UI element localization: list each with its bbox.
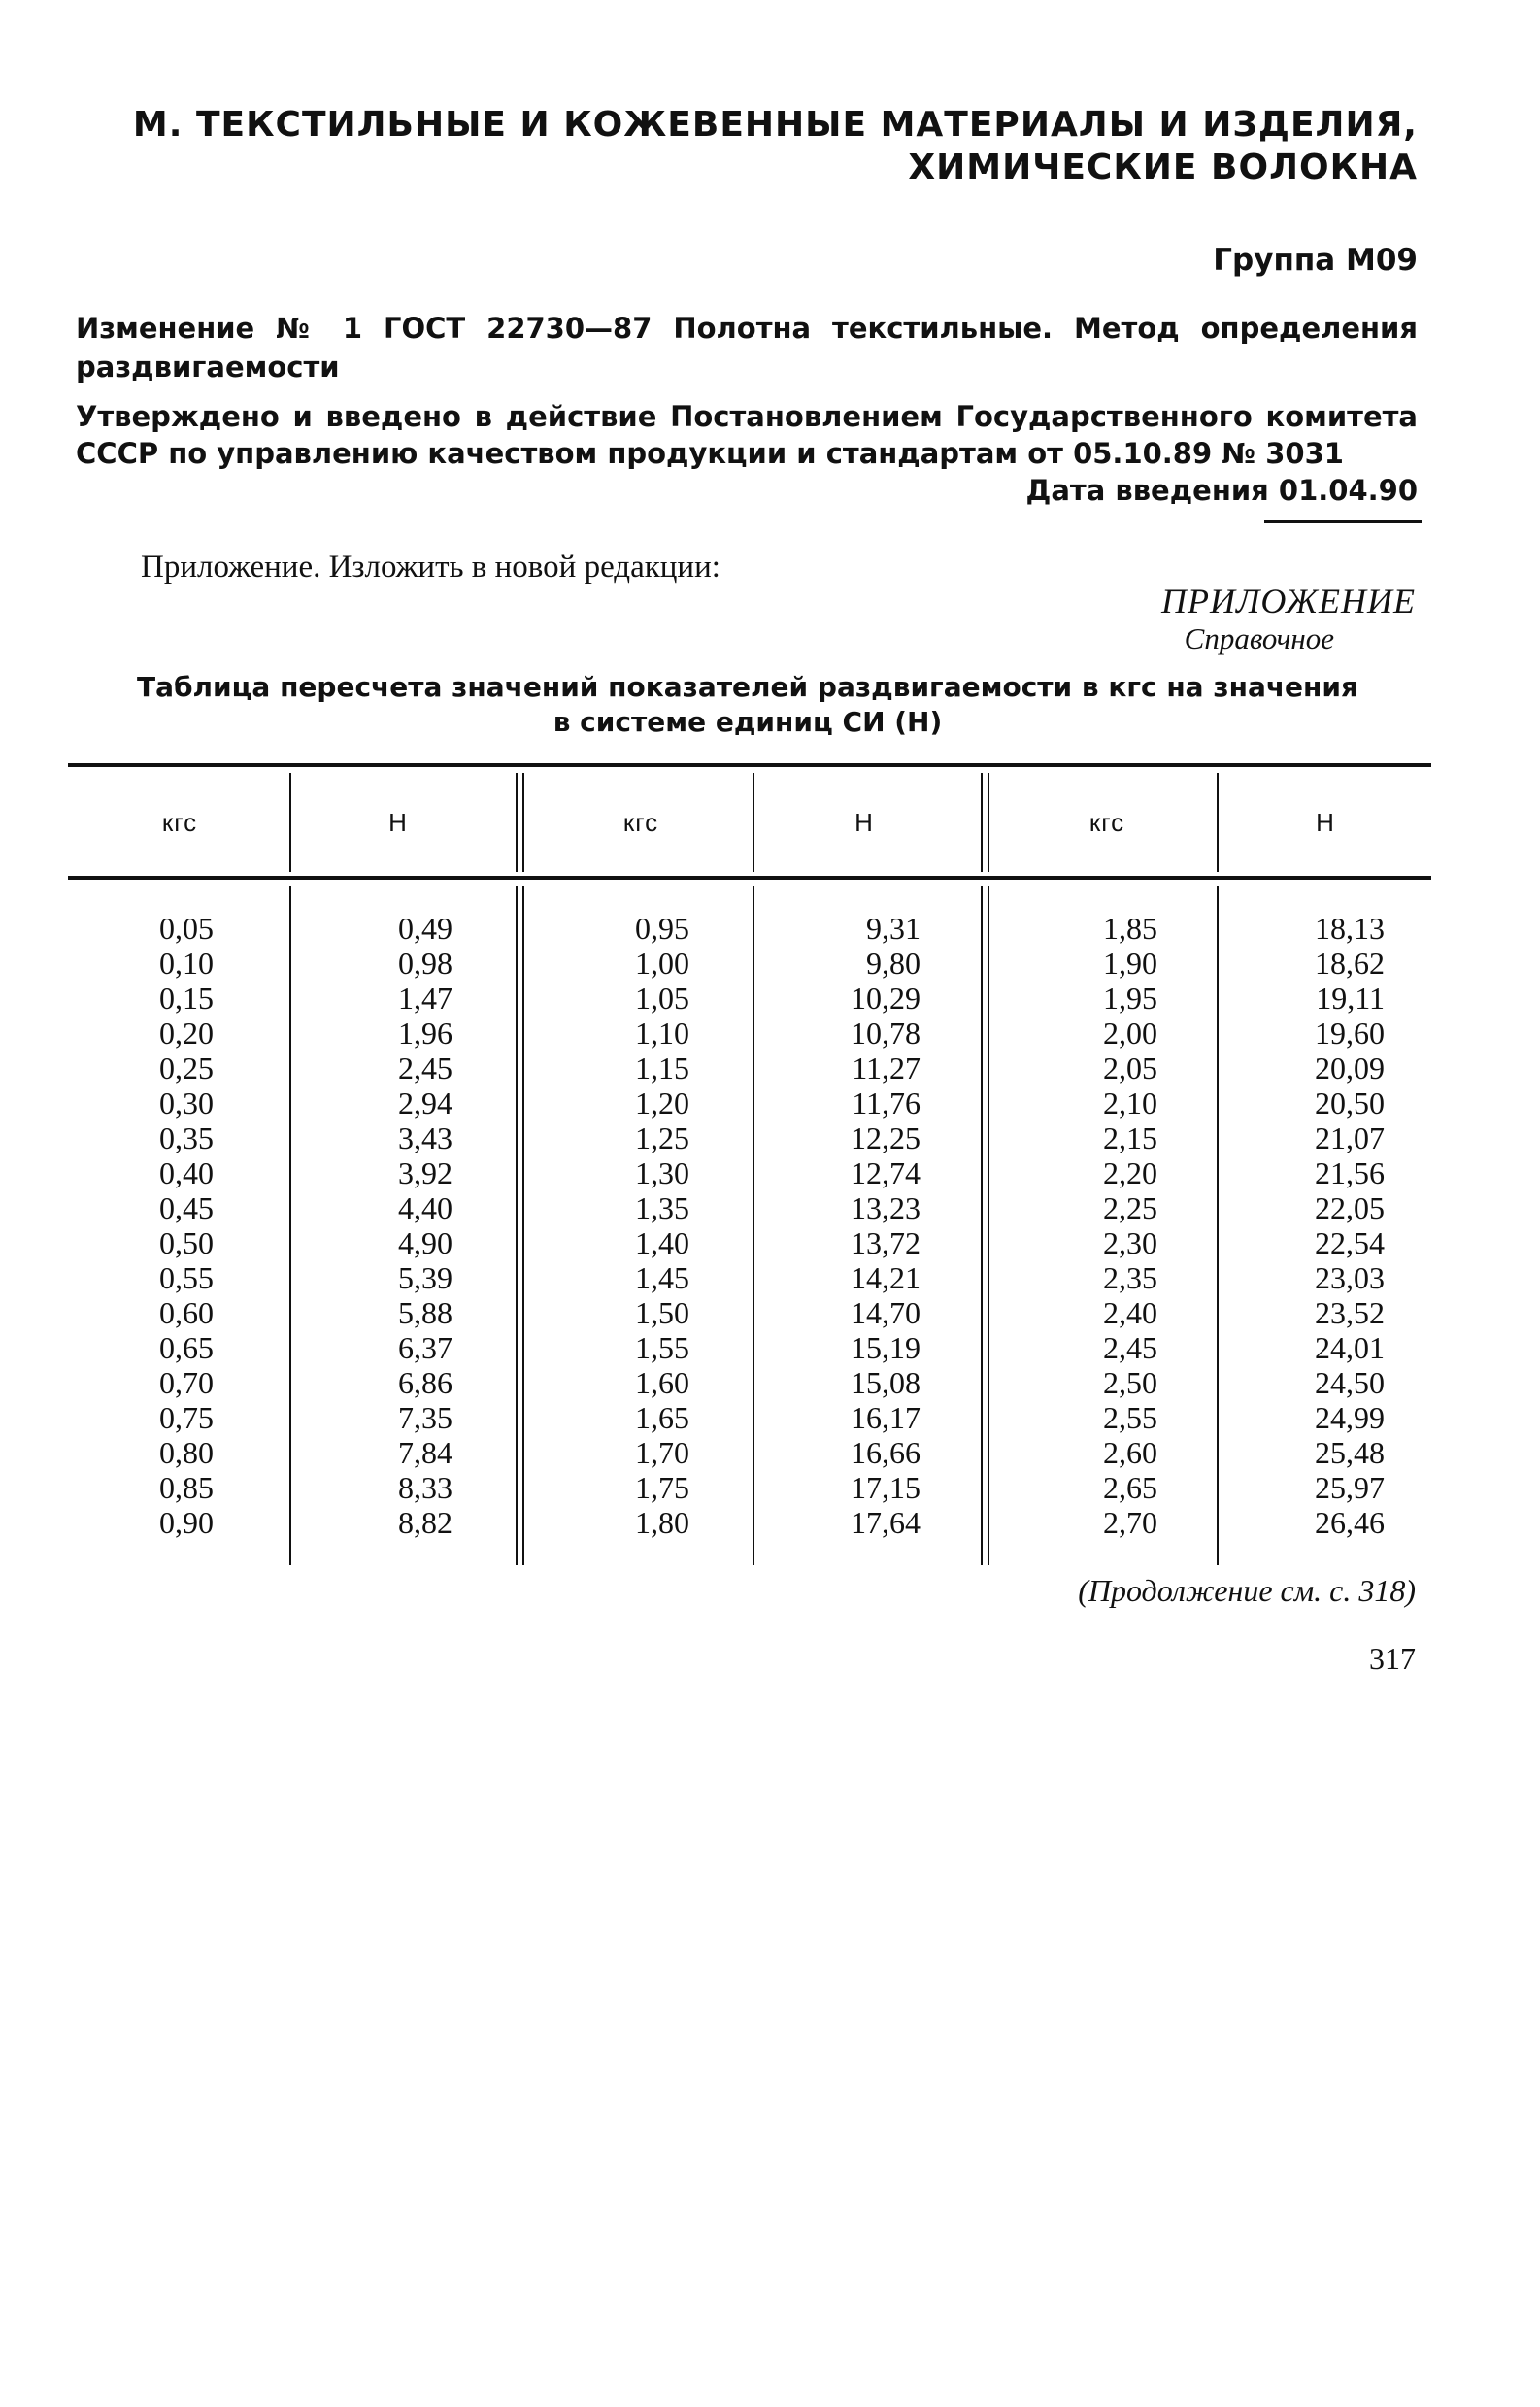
- table-cell: 0,60: [159, 1295, 214, 1330]
- table-cell: 24,50: [1315, 1365, 1385, 1400]
- table-cell: 0,95: [635, 911, 689, 946]
- table-cell: 1,47: [398, 981, 452, 1016]
- table-cell: 0,25: [159, 1051, 214, 1086]
- group-code: Группа М09: [1213, 243, 1418, 278]
- table-cell: 19,11: [1316, 981, 1385, 1016]
- column-double-divider: [516, 886, 518, 1565]
- table-cell: 19,60: [1315, 1016, 1385, 1051]
- table-cell: 3,92: [398, 1155, 452, 1190]
- table-cell: 0,30: [159, 1086, 214, 1120]
- table-cell: 5,39: [398, 1260, 452, 1295]
- table-cell: 1,80: [635, 1505, 689, 1540]
- table-cell: 24,99: [1315, 1400, 1385, 1435]
- table-cell: 14,21: [851, 1260, 921, 1295]
- table-cell: 16,17: [851, 1400, 921, 1435]
- table-cell: 15,08: [851, 1365, 921, 1400]
- table-cell: 1,35: [635, 1190, 689, 1225]
- table-top-rule: [68, 763, 1431, 767]
- table-cell: 0,05: [159, 911, 214, 946]
- table-cell: 23,52: [1315, 1295, 1385, 1330]
- table-cell: 24,01: [1315, 1330, 1385, 1365]
- table-caption: [68, 670, 1427, 740]
- header-divider: [1217, 773, 1219, 872]
- table-cell: 2,35: [1103, 1260, 1157, 1295]
- change-notice: Изменение № 1 ГОСТ 22730—87 Полотна текстильные. Метод определения раздвигаемости: [76, 312, 1418, 384]
- table-cell: 1,55: [635, 1330, 689, 1365]
- table-cell: 0,35: [159, 1120, 214, 1155]
- table-cell: 1,20: [635, 1086, 689, 1120]
- table-column-newton-1: [350, 911, 452, 1540]
- table-cell: 6,86: [398, 1365, 452, 1400]
- table-cell: 2,15: [1103, 1120, 1157, 1155]
- section-heading-line-2: ХИМИЧЕСКИЕ ВОЛОКНА: [908, 148, 1418, 187]
- header-double-divider: [981, 773, 983, 872]
- table-header-rule: [68, 876, 1431, 880]
- table-cell: 20,09: [1315, 1051, 1385, 1086]
- header-divider: [753, 773, 754, 872]
- table-cell: 17,15: [851, 1470, 921, 1505]
- table-caption-line-2: в системе единиц СИ (Н): [552, 706, 943, 738]
- table-cell: 17,64: [851, 1505, 921, 1540]
- table-cell: 1,60: [635, 1365, 689, 1400]
- table-cell: 9,80: [866, 946, 921, 981]
- table-cell: 0,80: [159, 1435, 214, 1470]
- table-cell: 1,90: [1103, 946, 1157, 981]
- table-cell: 0,45: [159, 1190, 214, 1225]
- table-cell: 2,30: [1103, 1225, 1157, 1260]
- table-cell: 5,88: [398, 1295, 452, 1330]
- table-cell: 3,43: [398, 1120, 452, 1155]
- table-cell: 1,70: [635, 1435, 689, 1470]
- header-divider: [289, 773, 291, 872]
- table-cell: 1,95: [1103, 981, 1157, 1016]
- table-cell: 2,65: [1103, 1470, 1157, 1505]
- table-cell: 0,65: [159, 1330, 214, 1365]
- table-cell: 0,49: [398, 911, 452, 946]
- table-cell: 0,55: [159, 1260, 214, 1295]
- table-cell: 1,85: [1103, 911, 1157, 946]
- table-caption-line-1: Таблица пересчета значений показателей раздвигаемости в кгс на значения: [137, 671, 1358, 703]
- table-cell: 0,90: [159, 1505, 214, 1540]
- table-cell: 0,20: [159, 1016, 214, 1051]
- table-cell: 0,75: [159, 1400, 214, 1435]
- table-cell: 2,10: [1103, 1086, 1157, 1120]
- table-cell: 21,07: [1315, 1120, 1385, 1155]
- table-cell: 14,70: [851, 1295, 921, 1330]
- table-cell: 2,45: [398, 1051, 452, 1086]
- table-cell: 0,98: [398, 946, 452, 981]
- table-cell: 7,35: [398, 1400, 452, 1435]
- table-cell: 2,60: [1103, 1435, 1157, 1470]
- table-cell: 10,78: [851, 1016, 921, 1051]
- header-double-divider: [522, 773, 524, 872]
- table-column-kgf-2: [588, 911, 689, 1540]
- table-cell: 1,25: [635, 1120, 689, 1155]
- table-cell: 13,72: [851, 1225, 921, 1260]
- table-cell: 20,50: [1315, 1086, 1385, 1120]
- column-header-kgf: кгс: [622, 808, 659, 837]
- table-cell: 4,40: [398, 1190, 452, 1225]
- table-cell: 6,37: [398, 1330, 452, 1365]
- table-cell: 12,25: [851, 1120, 921, 1155]
- table-cell: 1,75: [635, 1470, 689, 1505]
- column-divider: [753, 886, 754, 1565]
- table-cell: 2,45: [1103, 1330, 1157, 1365]
- table-cell: 2,94: [398, 1086, 452, 1120]
- table-cell: 0,85: [159, 1470, 214, 1505]
- table-cell: 13,23: [851, 1190, 921, 1225]
- table-column-newton-2: [796, 911, 921, 1540]
- header-double-divider: [516, 773, 518, 872]
- table-cell: 1,50: [635, 1295, 689, 1330]
- table-cell: 0,70: [159, 1365, 214, 1400]
- table-cell: 1,40: [635, 1225, 689, 1260]
- table-cell: 2,55: [1103, 1400, 1157, 1435]
- table-column-kgf-3: [1053, 911, 1157, 1540]
- column-header-kgf: кгс: [161, 808, 198, 837]
- table-cell: 25,97: [1315, 1470, 1385, 1505]
- table-cell: 2,05: [1103, 1051, 1157, 1086]
- table-cell: 0,40: [159, 1155, 214, 1190]
- table-cell: 16,66: [851, 1435, 921, 1470]
- column-header-newton: Н: [388, 808, 408, 837]
- column-header-newton: Н: [854, 808, 874, 837]
- effective-date-underline: [1264, 520, 1422, 523]
- table-cell: 8,82: [398, 1505, 452, 1540]
- table-cell: 2,70: [1103, 1505, 1157, 1540]
- table-cell: 4,90: [398, 1225, 452, 1260]
- instruction-text: Приложение. Изложить в новой редакции:: [141, 550, 720, 585]
- table-cell: 18,13: [1315, 911, 1385, 946]
- approval-text: Утверждено и введено в действие Постановлением Государственного комитета СССР по управлению качеством продукции и стандартам от 05.10.89 № 3031: [76, 400, 1418, 470]
- table-cell: 18,62: [1315, 946, 1385, 981]
- table-cell: 9,31: [866, 911, 921, 946]
- table-column-kgf-1: [117, 911, 214, 1540]
- table-cell: 2,20: [1103, 1155, 1157, 1190]
- table-cell: 22,54: [1315, 1225, 1385, 1260]
- table-cell: 1,65: [635, 1400, 689, 1435]
- table-cell: 7,84: [398, 1435, 452, 1470]
- table-cell: 1,10: [635, 1016, 689, 1051]
- table-cell: 10,29: [851, 981, 921, 1016]
- table-cell: 1,15: [635, 1051, 689, 1086]
- section-heading-line-1: М. ТЕКСТИЛЬНЫЕ И КОЖЕВЕННЫЕ МАТЕРИАЛЫ И ИЗДЕЛИЯ,: [132, 105, 1418, 145]
- table-cell: 12,74: [851, 1155, 921, 1190]
- header-double-divider: [988, 773, 989, 872]
- table-cell: 22,05: [1315, 1190, 1385, 1225]
- table-cell: 1,00: [635, 946, 689, 981]
- page-number: 317: [1369, 1641, 1416, 1676]
- column-header-kgf: кгс: [1088, 808, 1125, 837]
- effective-date: Дата введения 01.04.90: [1025, 474, 1418, 507]
- table-cell: 11,27: [852, 1051, 921, 1086]
- table-cell: 21,56: [1315, 1155, 1385, 1190]
- table-cell: 23,03: [1315, 1260, 1385, 1295]
- column-double-divider: [522, 886, 524, 1565]
- table-cell: 0,10: [159, 946, 214, 981]
- table-cell: 2,50: [1103, 1365, 1157, 1400]
- appendix-title: ПРИЛОЖЕНИЕ: [1161, 582, 1416, 620]
- column-divider: [1217, 886, 1219, 1565]
- table-cell: 1,05: [635, 981, 689, 1016]
- table-cell: 2,00: [1103, 1016, 1157, 1051]
- table-cell: 1,45: [635, 1260, 689, 1295]
- table-cell: 25,48: [1315, 1435, 1385, 1470]
- column-double-divider: [981, 886, 983, 1565]
- table-column-newton-3: [1260, 911, 1385, 1540]
- column-double-divider: [988, 886, 989, 1565]
- table-cell: 2,25: [1103, 1190, 1157, 1225]
- table-cell: 0,15: [159, 981, 214, 1016]
- table-cell: 1,30: [635, 1155, 689, 1190]
- continuation-note: (Продолжение см. с. 318): [1078, 1573, 1416, 1608]
- column-header-newton: Н: [1316, 808, 1335, 837]
- table-cell: 2,40: [1103, 1295, 1157, 1330]
- table-cell: 8,33: [398, 1470, 452, 1505]
- table-cell: 15,19: [851, 1330, 921, 1365]
- appendix-note: Справочное: [1184, 621, 1334, 655]
- table-cell: 1,96: [398, 1016, 452, 1051]
- column-divider: [289, 886, 291, 1565]
- table-cell: 11,76: [852, 1086, 921, 1120]
- table-cell: 26,46: [1315, 1505, 1385, 1540]
- table-cell: 0,50: [159, 1225, 214, 1260]
